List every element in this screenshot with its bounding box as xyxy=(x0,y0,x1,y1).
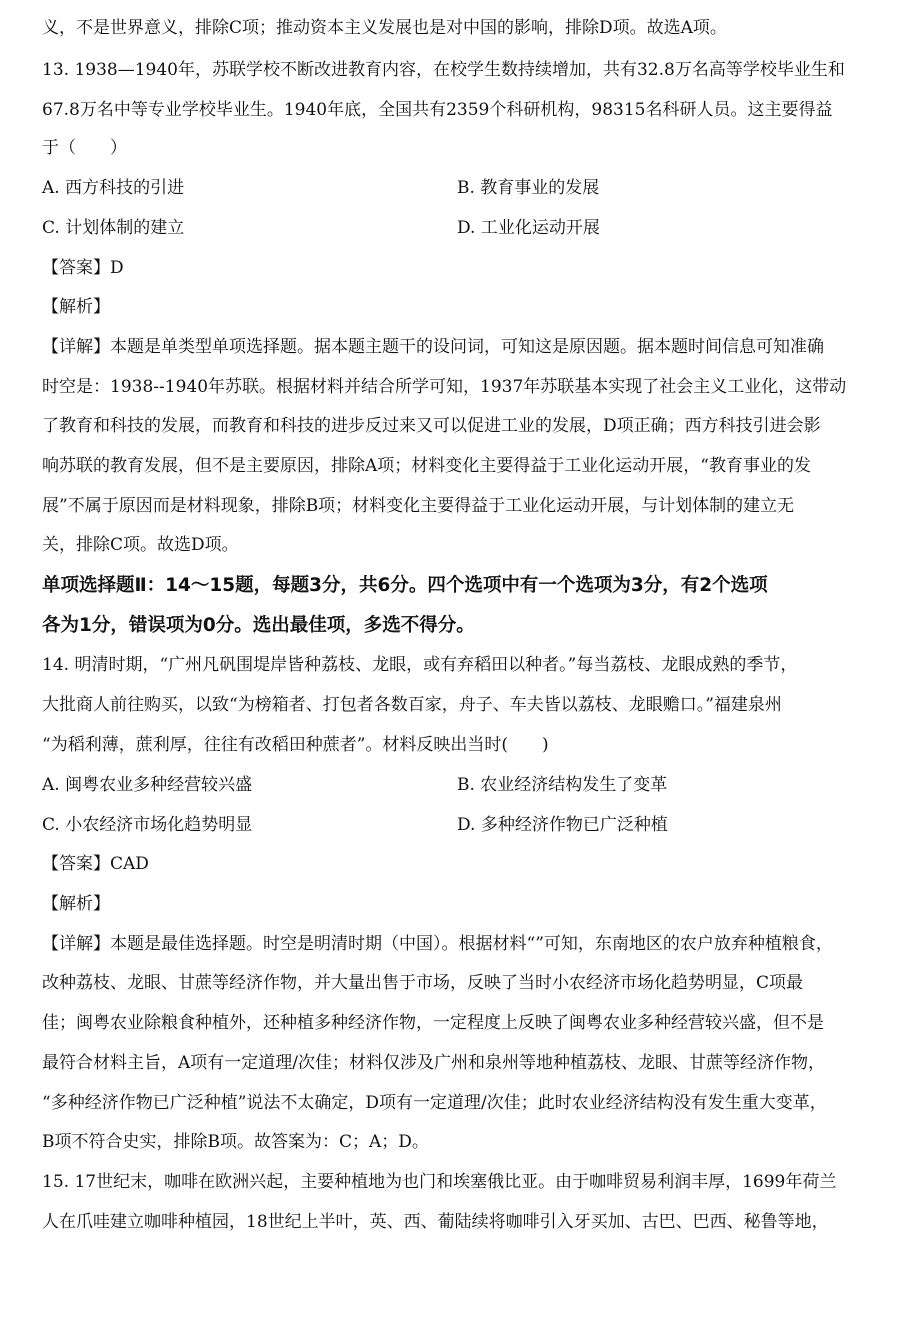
q14-stem-line-2: 大批商人前往购买，以致“为榜箱者、打包者各数百家，舟子、车夫皆以荔枝、龙眼赡口。”福建泉州 xyxy=(42,695,782,715)
section-heading-line-2: 各为1分，错误项为0分。选出最佳项，多选不得分。 xyxy=(42,615,475,636)
q13-detail-line-2: 时空是：1938--1940年苏联。根据材料并结合所学可知，1937年苏联基本实现了社会主义工业化，这带动 xyxy=(42,377,847,397)
q14-detail-line-1: 【详解】本题是最佳选择题。时空是明清时期（中国）。根据材料“”可知，东南地区的农户放弃种植粮食， xyxy=(42,934,833,954)
q13-option-c: C. 计划体制的建立 xyxy=(42,218,185,238)
q14-detail-line-2: 改种荔枝、龙眼、甘蔗等经济作物，并大量出售于市场，反映了当时小农经济市场化趋势明显，C项最 xyxy=(42,973,804,993)
q13-detail-line-3: 了教育和科技的发展，而教育和科技的进步反过来又可以促进工业的发展，D项正确；西方科技引进会影 xyxy=(42,416,821,436)
q14-option-b: B. 农业经济结构发生了变革 xyxy=(457,775,668,795)
q13-detail-line-6: 关，排除C项。故选D项。 xyxy=(42,535,239,555)
q13-option-d: D. 工业化运动开展 xyxy=(457,218,600,238)
q14-detail-line-3: 佳；闽粤农业除粮食种植外，还种植多种经济作物，一定程度上反映了闽粤农业多种经营较兴盛，但不是 xyxy=(42,1013,824,1033)
q13-answer: 【答案】D xyxy=(42,258,124,278)
q14-option-c: C. 小农经济市场化趋势明显 xyxy=(42,815,253,835)
q15-stem-line-2: 人在爪哇建立咖啡种植园，18世纪上半叶，英、西、葡陆续将咖啡引入牙买加、古巴、巴西、秘鲁等地， xyxy=(42,1212,829,1232)
q14-analysis-label: 【解析】 xyxy=(42,894,110,914)
q13-stem-line-1: 13. 1938—1940年，苏联学校不断改进教育内容，在校学生数持续增加，共有32.8万名高等学校毕业生和 xyxy=(42,60,845,80)
q14-detail-line-4: 最符合材料主旨，A项有一定道理/次佳；材料仅涉及广州和泉州等地种植荔枝、龙眼、甘蔗等经济作物， xyxy=(42,1053,826,1073)
q14-stem-line-1: 14. 明清时期，“广州凡矾围堤岸皆种荔枝、龙眼，或有弃稻田以种者。”每当荔枝、龙眼成熟的季节， xyxy=(42,655,798,675)
section-heading-line-1: 单项选择题Ⅱ：14～15题，每题3分，共6分。四个选项中有一个选项为3分，有2个选项 xyxy=(42,575,768,596)
q13-analysis-label: 【解析】 xyxy=(42,297,110,317)
q13-option-a: A. 西方科技的引进 xyxy=(42,178,185,198)
q13-detail-line-1: 【详解】本题是单类型单项选择题。据本题主题干的设问词，可知这是原因题。据本题时间信息可知准确 xyxy=(42,337,824,357)
q15-stem-line-1: 15. 17世纪末，咖啡在欧洲兴起，主要种植地为也门和埃塞俄比亚。由于咖啡贸易利润丰厚，1699年荷兰 xyxy=(42,1172,837,1192)
q13-option-b: B. 教育事业的发展 xyxy=(457,178,600,198)
q13-stem-line-3: 于（ ） xyxy=(42,138,127,158)
q14-option-d: D. 多种经济作物已广泛种植 xyxy=(457,815,668,835)
q14-answer: 【答案】CAD xyxy=(42,854,149,874)
q14-option-a: A. 闽粤农业多种经营较兴盛 xyxy=(42,775,253,795)
q14-detail-line-5: “多种经济作物已广泛种植”说法不太确定，D项有一定道理/次佳；此时农业经济结构没有发生重大变革， xyxy=(42,1093,827,1113)
q13-detail-line-5: 展”不属于原因而是材料现象，排除B项；材料变化主要得益于工业化运动开展，与计划体制的建立无 xyxy=(42,496,795,516)
q13-detail-line-4: 响苏联的教育发展，但不是主要原因，排除A项；材料变化主要得益于工业化运动开展，“教育事业的发 xyxy=(42,456,811,476)
q14-stem-line-3: “为稻利薄，蔗利厚，往往有改稻田种蔗者”。材料反映出当时( ) xyxy=(42,735,549,755)
q14-detail-line-6: B项不符合史实，排除B项。故答案为：C；A；D。 xyxy=(42,1132,429,1152)
q13-stem-line-2: 67.8万名中等专业学校毕业生。1940年底，全国共有2359个科研机构，98315名科研人员。这主要得益 xyxy=(42,100,833,120)
q12-explanation-tail: 义，不是世界意义，排除C项；推动资本主义发展也是对中国的影响，排除D项。故选A项。 xyxy=(42,18,727,38)
